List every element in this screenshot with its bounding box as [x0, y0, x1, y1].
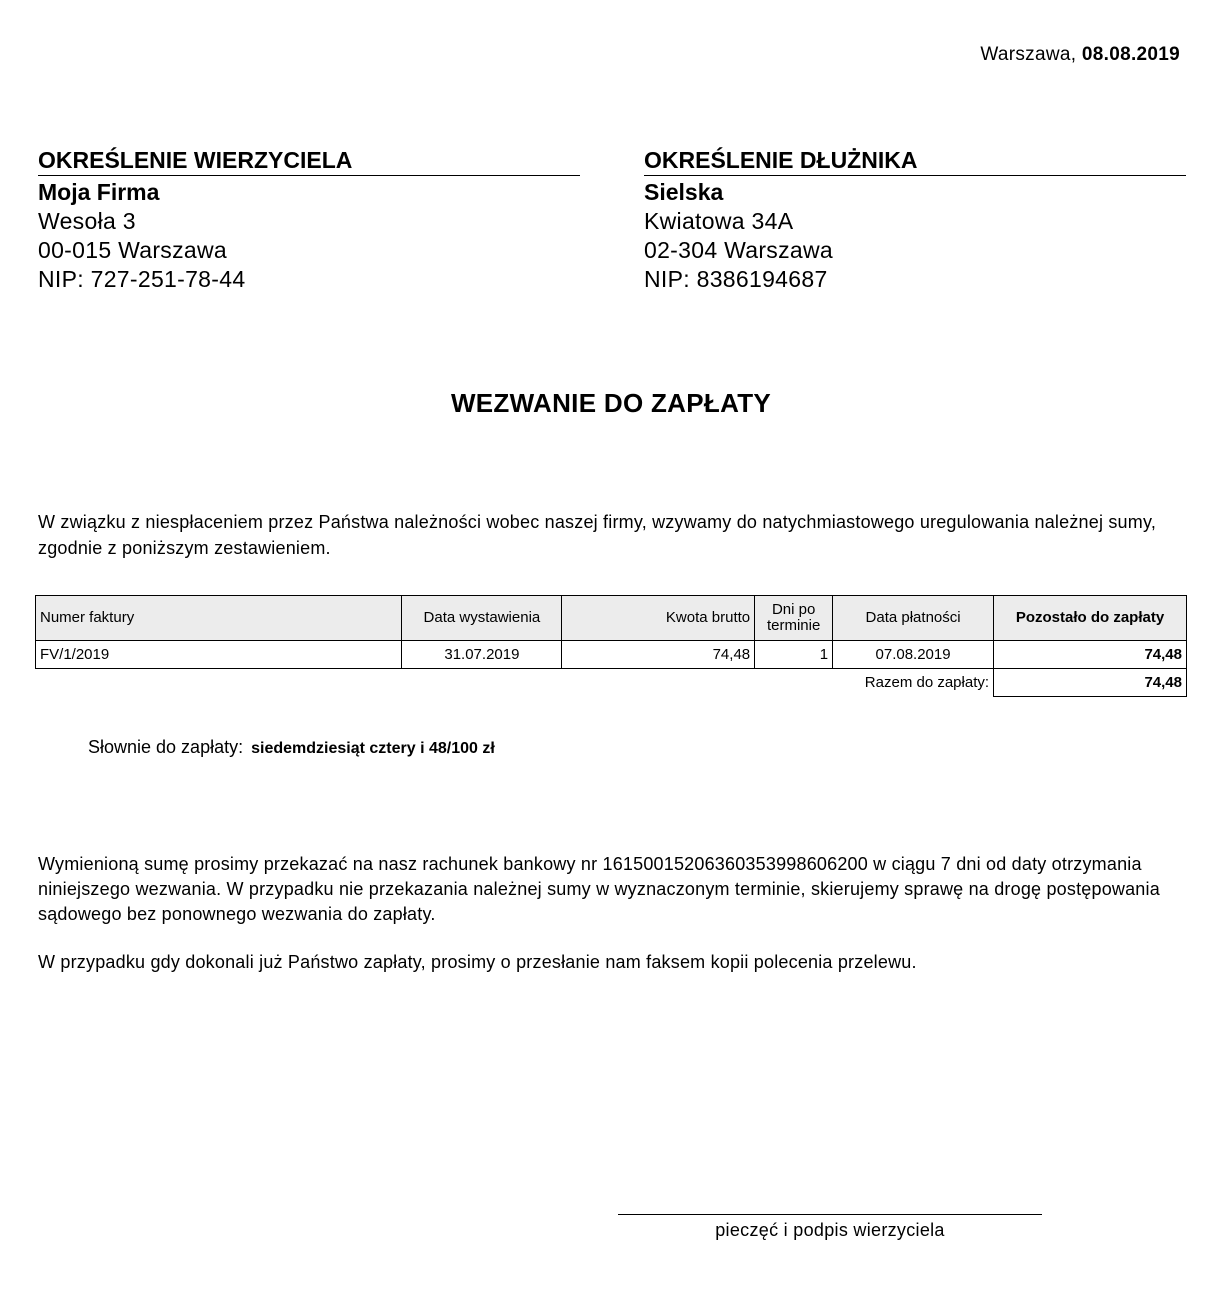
cell-gross-amount: 74,48 — [562, 641, 755, 669]
date-city: Warszawa, — [980, 44, 1077, 65]
document-title: WEZWANIE DO ZAPŁATY — [450, 388, 772, 418]
creditor-heading: OKREŚLENIE WIERZYCIELA — [38, 146, 580, 176]
document-date — [980, 44, 1180, 66]
table-total-row — [36, 669, 1187, 697]
total-label: Razem do zapłaty: — [864, 674, 990, 692]
col-header-gross-amount: Kwota brutto — [562, 596, 755, 641]
signature-label: pieczęć i podpis wierzyciela — [715, 1220, 945, 1240]
amount-in-words-value: siedemdziesiąt cztery i 48/100 zł — [251, 740, 495, 757]
cell-issue-date: 31.07.2019 — [402, 641, 562, 669]
date-value: 08.08.2019 — [1081, 44, 1180, 65]
fax-paragraph: W przypadku gdy dokonali już Państwo zapłaty, prosimy o przesłanie nam faksem kopii polecenia przelewu. — [38, 952, 917, 972]
creditor-city: 00-015 Warszawa — [38, 237, 228, 263]
total-value: 74,48 — [994, 669, 1187, 697]
signature-line — [618, 1214, 1042, 1215]
invoice-table — [35, 595, 1187, 697]
table-header-row — [36, 596, 1187, 641]
col-header-issue-date: Data wystawienia — [402, 596, 562, 641]
creditor-nip: NIP: 727-251-78-44 — [38, 266, 246, 292]
amount-in-words-label: Słownie do zapłaty: — [88, 737, 244, 757]
debtor-name: Sielska — [644, 179, 724, 205]
amount-in-words — [88, 737, 495, 758]
col-header-days-overdue: Dni po terminie — [755, 596, 833, 641]
debtor-nip: NIP: 8386194687 — [644, 266, 828, 292]
col-header-payment-date: Data płatności — [833, 596, 994, 641]
cell-invoice-number: FV/1/2019 — [36, 641, 402, 669]
debtor-block — [644, 146, 1186, 294]
debtor-city: 02-304 Warszawa — [644, 237, 834, 263]
table-row — [36, 641, 1187, 669]
col-header-remaining: Pozostało do zapłaty — [994, 596, 1187, 641]
creditor-name: Moja Firma — [38, 179, 160, 205]
transfer-paragraph: Wymienioną sumę prosimy przekazać na nasz rachunek bankowy nr 16150015206360353998606200 w ciągu 7 dni od daty otrzymania niniejszego wezwania. W przypadku nie przekazania należnej sumy w wyznaczonym terminie, skierujemy sprawę na drogę postępowania sądowego bez ponownego wezwania do zapłaty. — [38, 854, 1160, 924]
debtor-street: Kwiatowa 34A — [644, 208, 794, 234]
cell-days-overdue: 1 — [755, 641, 833, 669]
cell-remaining: 74,48 — [994, 641, 1187, 669]
creditor-block — [38, 146, 580, 294]
debtor-heading: OKREŚLENIE DŁUŻNIKA — [644, 146, 1186, 176]
intro-paragraph: W związku z niespłaceniem przez Państwa należności wobec naszej firmy, wzywamy do natychmiastowego uregulowania należnej sumy, zgodnie z poniższym zestawieniem. — [38, 512, 1157, 558]
cell-payment-date: 07.08.2019 — [833, 641, 994, 669]
col-header-invoice-number: Numer faktury — [36, 596, 402, 641]
creditor-street: Wesoła 3 — [38, 208, 136, 234]
